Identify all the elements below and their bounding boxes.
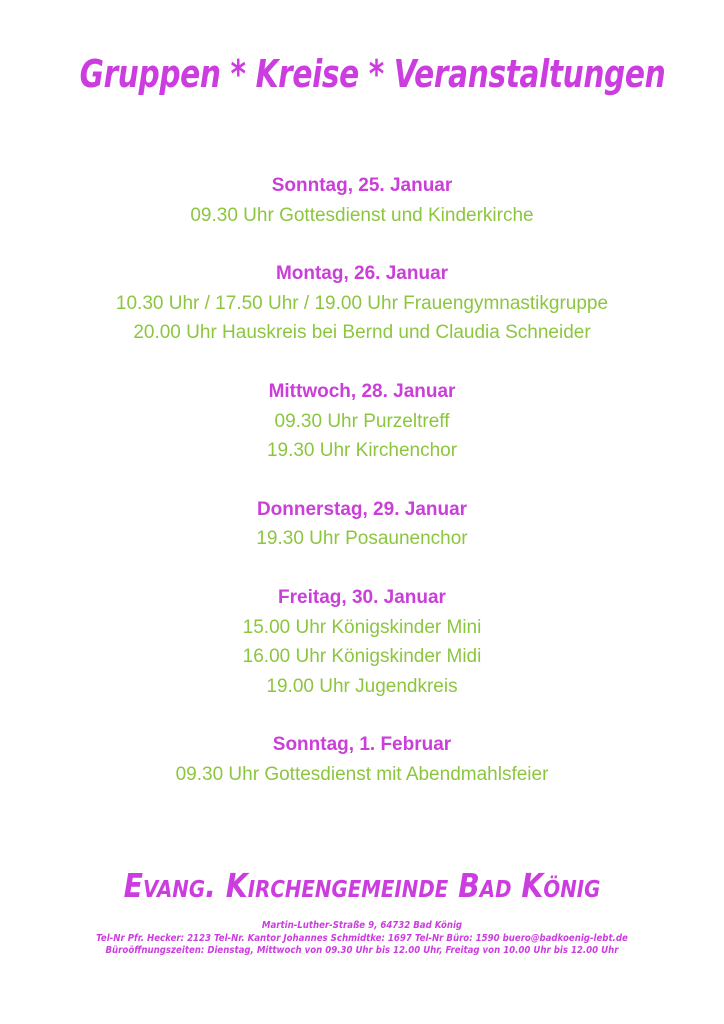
footer-address: Martin-Luther-Straße 9, 64732 Bad König (261, 920, 463, 931)
footer-office-hours: Büroöffnungszeiten: Dienstag, Mittwoch von 09.30 Uhr bis 12.00 Uhr, Freitag von 10.00 Uhr bis 12.00 Uhr (105, 945, 619, 956)
day-block (0, 495, 724, 554)
day-heading: Donnerstag, 29. Januar (256, 498, 468, 520)
event-line: 20.00 Uhr Hauskreis bei Bernd und Claudia Schneider (133, 322, 591, 344)
event-line: 10.30 Uhr / 17.50 Uhr / 19.00 Uhr Frauengymnastikgruppe (115, 292, 609, 314)
day-block (0, 583, 724, 701)
day-block (0, 259, 724, 348)
day-block (0, 171, 724, 230)
event-line: 19.00 Uhr Jugendkreis (266, 675, 458, 697)
day-heading: Mittwoch, 28. Januar (268, 380, 456, 402)
page-title: Gruppen * Kreise * Veranstaltungen (79, 52, 666, 96)
event-line: 09.30 Uhr Gottesdienst mit Abendmahlsfeier (175, 763, 549, 785)
day-heading: Montag, 26. Januar (275, 263, 449, 285)
event-line: 19.30 Uhr Kirchenchor (266, 440, 458, 462)
church-name: Evang. Kirchengemeinde Bad König (123, 866, 601, 905)
event-schedule (0, 171, 724, 819)
day-block (0, 730, 724, 789)
footer-contact-info (0, 920, 724, 958)
event-line: 19.30 Uhr Posaunenchor (256, 528, 468, 550)
event-line: 09.30 Uhr Gottesdienst und Kinderkirche (190, 204, 534, 226)
event-line: 15.00 Uhr Königskinder Mini (242, 616, 482, 638)
event-line: 16.00 Uhr Königskinder Midi (242, 646, 482, 668)
day-heading: Sonntag, 25. Januar (271, 175, 453, 196)
day-heading: Sonntag, 1. Februar (272, 734, 452, 756)
event-line: 09.30 Uhr Purzeltreff (274, 410, 450, 432)
day-heading: Freitag, 30. Januar (278, 586, 446, 608)
footer-contacts: Tel-Nr Pfr. Hecker: 2123 Tel-Nr. Kantor Johannes Schmidtke: 1697 Tel-Nr Büro: 1590 buero@badkoenig-lebt.de (96, 932, 628, 944)
day-block (0, 377, 724, 466)
